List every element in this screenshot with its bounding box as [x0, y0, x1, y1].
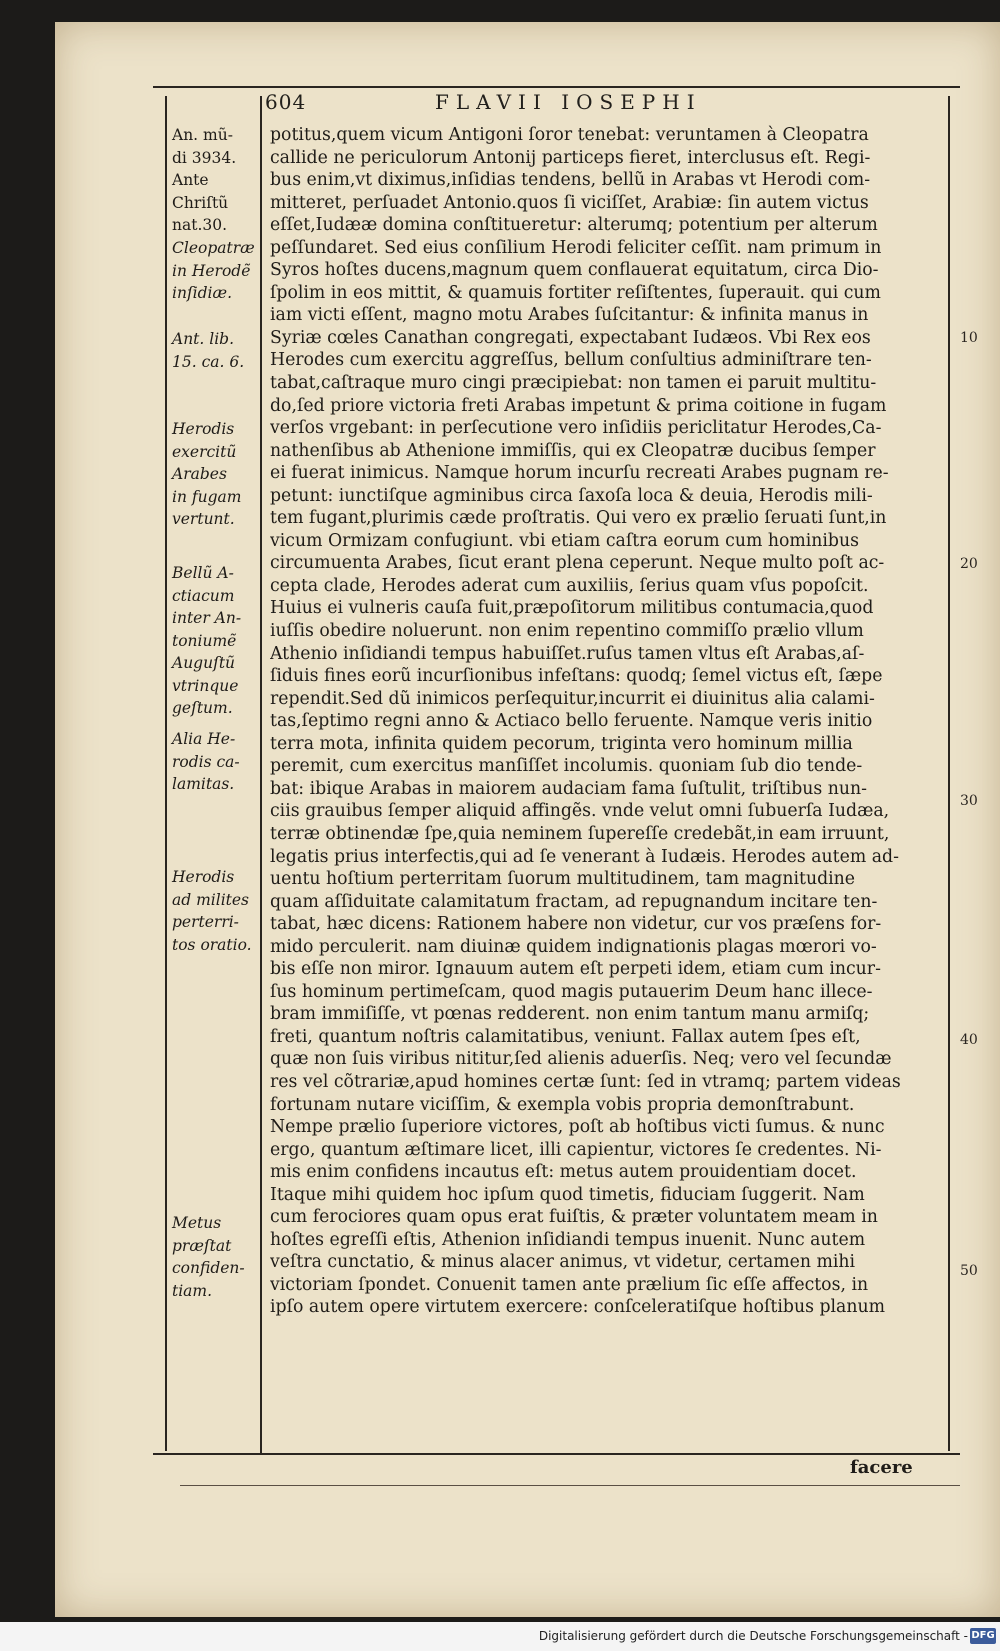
line-number-40: 40 [960, 1032, 978, 1048]
text-line: ſiduis fines eorũ incurſionibus infeſtans: quodq; ſemel victus eſt, ſæpe [270, 666, 883, 687]
text-line: ciis grauibus ſemper aliquid affingẽs. vnde velut omni ſubuerſa Iudæa, [270, 801, 890, 822]
margin-note-year: An. mũ- di 3934. Ante Chriſtũ nat.30. [172, 126, 237, 234]
text-line: bis eſſe non miror. Ignauum autem eſt perpeti idem, etiam cum incur- [270, 959, 881, 980]
text-line: Syros hoſtes ducens,magnum quem conflauerat equitatum, circa Dio- [270, 260, 879, 281]
catchword: facere [850, 1457, 913, 1478]
text-line: bram immiſiſſe, vt pœnas redderent. non enim tantum manu armiſq; [270, 1004, 870, 1025]
page-header [265, 88, 955, 116]
text-line: verſos vrgebant: in perſecutione vero inſidiis periclitatur Herodes,Ca- [270, 418, 882, 439]
text-line: rependit.Sed dũ inimicos perſequitur,incurrit ei diuinitus alia calami- [270, 688, 875, 709]
text-line: mitteret, perſuadet Antonio.quos ſi viciſſet, Arabiæ: ſin autem victus [270, 192, 869, 213]
text-line: Syriæ cœles Canathan congregati, expectabant Iudæos. Vbi Rex eos [270, 327, 871, 348]
margin-note-fear: Metus præſtat confiden- tiam. [172, 1214, 245, 1300]
line-number-30: 30 [960, 793, 978, 809]
bottom-rule [153, 1453, 960, 1455]
text-line: callide ne periculorum Antonij particeps fieret, interclusus eſt. Regi- [270, 147, 871, 168]
text-line: iuſſis obedire noluerunt. non enim repentino commiſſo prælio vllum [270, 621, 864, 642]
text-line: veſtra cunctatio, & minus alacer animus, vt videtur, certamen mihi [270, 1252, 856, 1273]
text-line: Huius ei vulneris cauſa fuit,præpoſitorum militibus contumacia,quod [270, 598, 874, 619]
footer-credit: Digitalisierung gefördert durch die Deutsche Forschungsgemeinschaft - [538, 1629, 968, 1643]
text-line: ſpolim in eos mittit, & quamuis fortiter reſiſtentes, ſuperauit. qui cum [270, 282, 881, 303]
text-line: bus enim,vt diximus,inſidias tendens, bellũ in Arabas vt Herodi com- [270, 170, 871, 191]
margin-note-oration: Herodis ad milites perterri- tos oratio. [172, 868, 252, 954]
left-border-rule [165, 96, 167, 1451]
running-head: FLAVII IOSEPHI [435, 90, 702, 114]
margin-note-cleopatra: Cleopatræ in Herodẽ inſidiæ. [172, 239, 255, 302]
text-line: tem fugant,plurimis cæde proſtratis. Qui vero ex prælio ſeruati ſunt,in [270, 508, 887, 529]
text-line: mido perculerit. nam diuinæ quidem indignationis plagas mœrori vo- [270, 936, 877, 957]
text-line: cepta clade, Herodes aderat cum auxiliis, ſerius quam vſus popoſcit. [270, 575, 869, 596]
text-line: nathenſibus ab Athenione immiſſis, qui ex Cleopatræ ducibus ſemper [270, 440, 876, 461]
text-line: ergo, quantum æſtimare licet, illi capientur, victores ſe credentes. Ni- [270, 1139, 882, 1160]
text-line: circumuenta Arabes, ſicut erant plena ceperunt. Neque multo poſt ac- [270, 553, 885, 574]
text-line: cum ferociores quam opus erat fuiſtis, & præter voluntatem meam in [270, 1207, 878, 1228]
text-line: res vel cõtrariæ,apud homines certæ ſunt: ſed in vtramq; partem videas [270, 1071, 901, 1092]
dfg-logo-icon: DFG [970, 1628, 996, 1644]
text-line: fortunam nutare viciſſim, & exempla vobis propria demonſtrabunt. [270, 1094, 855, 1115]
text-line: peremit, cum exercitus manſiſſet incolumis. quoniam ſub dio tende- [270, 756, 863, 777]
text-line: quæ non ſuis viribus nititur,ſed alienis aduerſis. Neq; vero vel ſecundæ [270, 1049, 892, 1070]
text-line: terræ obtinendæ ſpe,quia neminem ſupereſſe credebãt,in eam irruunt, [270, 823, 890, 844]
text-line: victoriam ſpondet. Conuenit tamen ante prælium ſic eſſe affectos, in [270, 1274, 869, 1295]
text-line: quam aſſiduitate calamitatum fractam, ad repugnandum incitare ten- [270, 891, 878, 912]
text-line: do,ſed priore victoria freti Arabas impetunt & prima coitione in fugam [270, 395, 887, 416]
margin-note-antiquities-ref: Ant. lib. 15. ca. 6. [172, 330, 245, 371]
text-line: tas,ſeptimo regni anno & Actiaco bello feruente. Namque veris initio [270, 711, 873, 732]
text-line: potitus,quem vicum Antigoni ſoror tenebat: veruntamen à Cleopatra [270, 125, 869, 145]
margin-note-herod-army: Herodis exercitũ Arabes in fugam vertunt. [172, 420, 242, 528]
text-line: tabat, hæc dicens: Rationem habere non videtur, cur vos præſens for- [270, 914, 882, 935]
text-line: mis enim confidens incautus eſt: metus autem prouidentiam docet. [270, 1162, 857, 1183]
text-line: Itaque mihi quidem hoc ipſum quod timetis, fiduciam ſuggerit. Nam [270, 1184, 865, 1205]
text-line: legatis prius interfectis,qui ad ſe venerant à Iudæis. Herodes autem ad- [270, 846, 899, 867]
line-number-50: 50 [960, 1263, 978, 1279]
text-line: iam victi eſſent, magno motu Arabes ſuſcitantur: & infinita manus in [270, 305, 869, 326]
text-line: petunt: iunctiſque agminibus circa ſaxoſa loca & deuia, Herodis mili- [270, 485, 873, 506]
text-line: bat: ibique Arabas in maiorem audaciam fama ſuſtulit, triſtibus nun- [270, 778, 867, 799]
text-line: vicum Ormizam confugiunt. vbi etiam caſtra eorum cum hominibus [270, 530, 859, 551]
text-line: Nempe prælio ſuperiore victores, poſt ab hoſtibus victi ſumus. & nunc [270, 1117, 885, 1138]
text-line: freti, quantum noſtris calamitatibus, veniunt. Fallax autem ſpes eſt, [270, 1026, 861, 1047]
text-line: uentu hoſtium perterritam ſuorum multitudinem, tam magnitudine [270, 869, 856, 890]
text-line: Athenio inſidiandi tempus habuiſſet.ruſus tamen vltus eſt Arabas,aſ- [270, 643, 865, 664]
text-line: tabat,caſtraque muro cingi præcipiebat: non tamen ei paruit multitu- [270, 373, 877, 394]
text-line: Herodes cum exercitu aggreſſus, bellum conſultius adminiſtrare ten- [270, 350, 872, 371]
text-line: hoſtes egreſſi eſtis, Athenion inſidiandi tempus inuenit. Nunc autem [270, 1229, 866, 1250]
text-line: peſſundaret. Sed eius conſilium Herodi feliciter ceſſit. nam primum in [270, 237, 882, 258]
text-line: ſus hominum pertimeſcam, quod magis putauerim Deum hanc illece- [270, 981, 873, 1002]
line-number-10: 10 [960, 330, 978, 346]
bottom-rule-secondary [180, 1485, 960, 1486]
text-line: ei fuerat inimicus. Namque horum incurſu recreati Arabes pugnam re- [270, 463, 889, 484]
page-number: 604 [265, 90, 307, 114]
margin-note-actian-war: Bellũ A- ctiacum inter An- toniumẽ Auguſtũ vtrinque geſtum. [172, 564, 242, 717]
text-line: eſſet,Iudææ domina conſtitueretur: alterumq; potentium per alterum [270, 215, 878, 236]
text-line: ipſo autem opere virtutem exercere: conſceleratiſque hoſtibus planum [270, 1297, 885, 1318]
margin-note-calamity: Alia He- rodis ca- lamitas. [172, 730, 240, 793]
digitization-footer [0, 1622, 1000, 1651]
line-number-20: 20 [960, 556, 978, 572]
text-line: terra mota, infinita quidem pecorum, triginta vero hominum millia [270, 733, 853, 754]
body-text [270, 124, 950, 1319]
